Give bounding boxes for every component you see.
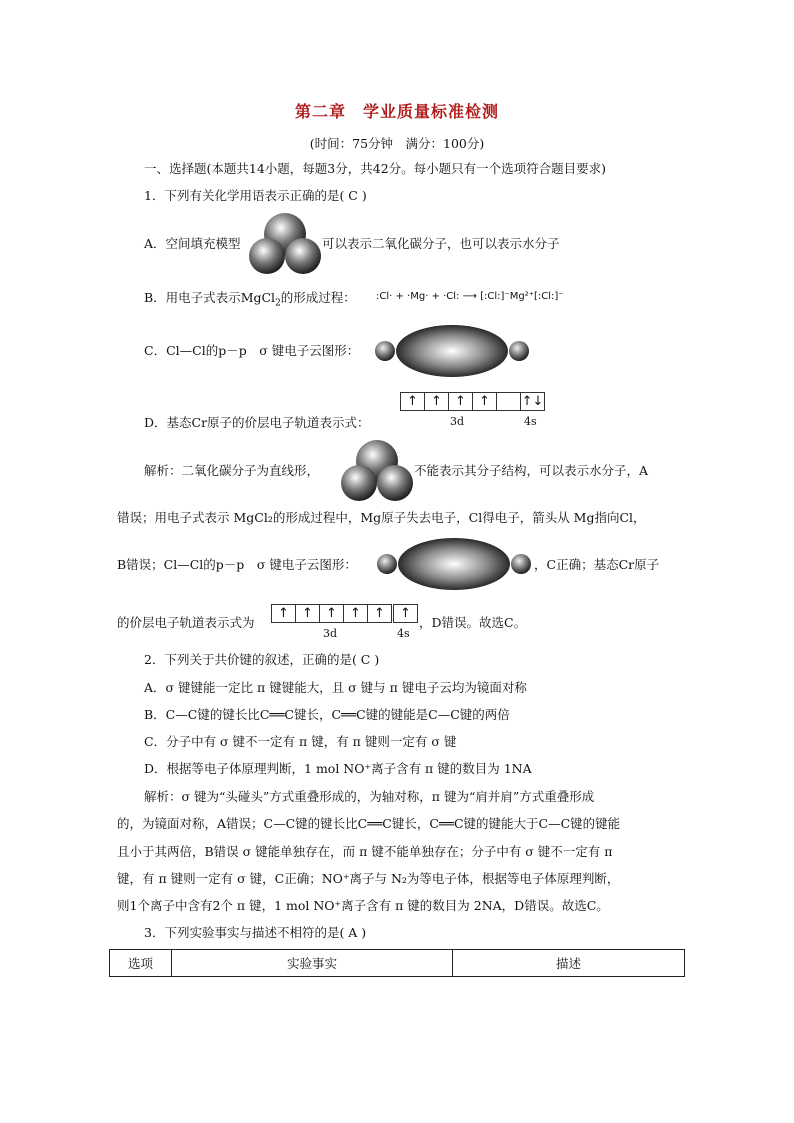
q3-table-header <box>109 949 685 977</box>
q1-analysis-line2: 错误；用电子式表示 MgCl₂的形成过程中，Mg原子失去电子，Cl得电子，箭头从 Mg指向Cl， <box>117 510 646 525</box>
q1-analysis-line3-suffix: ，C正确；基态Cr原子 <box>534 557 660 572</box>
orbital-3d-5: ↑ <box>374 606 385 621</box>
cr-orbital-3d-wrong <box>400 392 521 411</box>
q1-stem: 1．下列有关化学用语表示正确的是( C ) <box>144 188 367 203</box>
q2-analysis-line2: 的，为镜面对称，A错误；C—C键的键长比C══C键长，C══C键的键能大于C—C键的键能 <box>117 816 621 831</box>
q1-analysis-line1-suffix: 不能表示其分子结构，可以表示水分子，A <box>414 463 649 478</box>
q1-option-a-suffix: 可以表示二氧化碳分子，也可以表示水分子 <box>322 236 560 251</box>
q1-option-a-prefix: A．空间填充模型 <box>144 236 241 251</box>
q1-option-c-prefix: C．Cl—Cl的p－p σ 键电子云图形： <box>144 343 360 358</box>
q2-option-b: B．C—C键的键长比C══C键长，C══C键的键能是C—C键的两倍 <box>144 707 510 722</box>
orbital-3d-3: ↑ <box>320 605 344 622</box>
sigma-bond-cloud-image <box>372 323 532 379</box>
label-4s: 4s <box>524 415 537 428</box>
page-title: 第二章 学业质量标准检测 <box>294 102 499 121</box>
q2-analysis-line3: 且小于其两倍，B错误 σ 键能单独存在，而 π 键不能单独存在；分子中有 σ 键不一定有 π <box>117 844 613 859</box>
q1-option-b-prefix: B．用电子式表示 <box>144 290 241 305</box>
orbital-3d-5 <box>497 393 520 410</box>
orbital-3d-4: ↑ <box>344 605 368 622</box>
table-header-option: 选项 <box>110 950 172 976</box>
q2-analysis-line5: 则1个离子中含有2个 π 键，1 mol NO⁺离子含有 π 键的数目为 2NA，D错误。故选C。 <box>117 898 609 913</box>
cr-orbital-3d-correct <box>271 604 392 623</box>
label-3d: 3d <box>450 415 465 428</box>
orbital-3d-2: ↑ <box>425 393 449 410</box>
orbital-3d-4: ↑ <box>473 393 497 410</box>
q1-option-b-sub: 2 <box>275 298 281 309</box>
orbital-3d-1: ↑ <box>401 393 425 410</box>
orbital-3d-2: ↑ <box>296 605 320 622</box>
q1-analysis-line3-prefix: B错误；Cl—Cl的p－p σ 键电子云图形： <box>117 557 357 572</box>
q1-analysis-line4-suffix: ，D错误。故选C。 <box>419 615 527 630</box>
cr-orbital-4s-correct <box>393 604 418 623</box>
orbital-4s: ↑ <box>400 606 411 621</box>
space-filling-model-image-2 <box>340 438 414 504</box>
q2-option-d: D．根据等电子体原理判断，1 mol NO⁺离子含有 π 键的数目为 1NA <box>144 761 532 776</box>
q2-option-a: A．σ 键键能一定比 π 键键能大，且 σ 键与 π 键电子云均为镜面对称 <box>144 680 527 695</box>
label-3d-2: 3d <box>323 627 338 640</box>
q1-analysis-line1-prefix: 解析：二氧化碳分子为直线形， <box>144 463 320 478</box>
page-subtitle: (时间：75分钟 满分：100分) <box>309 136 485 151</box>
q2-option-c: C．分子中有 σ 键不一定有 π 键，有 π 键则一定有 σ 键 <box>144 734 457 749</box>
q1-option-d-prefix: D．基态Cr原子的价层电子轨道表示式： <box>144 415 370 430</box>
q2-analysis-line4: 键，有 π 键则一定有 σ 键，C正确；NO⁺离子与 N₂为等电子体，根据等电子体原理判断， <box>117 871 620 886</box>
q1-option-b <box>144 290 356 312</box>
orbital-3d-3: ↑ <box>449 393 473 410</box>
label-4s-2: 4s <box>397 627 410 640</box>
orbital-4s: ↑↓ <box>521 394 544 409</box>
q3-stem: 3．下列实验事实与描述不相符的是( A ) <box>144 925 367 940</box>
mgcl2-electron-equation: :Cl· + ·Mg· + ·Cl: ⟶ [:Cl:]⁻Mg²⁺[:Cl:]⁻ <box>376 291 564 302</box>
orbital-3d-1: ↑ <box>272 605 296 622</box>
q2-analysis-line1: 解析：σ 键为“头碰头”方式重叠形成的，为轴对称，π 键为“肩并肩”方式重叠形成 <box>144 789 595 804</box>
q1-analysis-line4-prefix: 的价层电子轨道表示式为 <box>117 615 255 630</box>
section-heading: 一、选择题(本题共14小题，每题3分，共42分。每小题只有一个选项符合题目要求) <box>144 161 607 176</box>
table-header-description: 描述 <box>555 956 581 971</box>
cr-orbital-4s-wrong <box>520 392 545 411</box>
sigma-bond-cloud-image-2 <box>374 536 534 592</box>
q2-stem: 2．下列关于共价键的叙述，正确的是( C ) <box>144 652 380 667</box>
table-header-fact: 实验事实 <box>172 950 453 976</box>
q1-option-b-suffix: 的形成过程： <box>280 290 356 305</box>
q1-option-b-formula: MgCl <box>240 290 276 305</box>
space-filling-model-image <box>248 211 322 277</box>
